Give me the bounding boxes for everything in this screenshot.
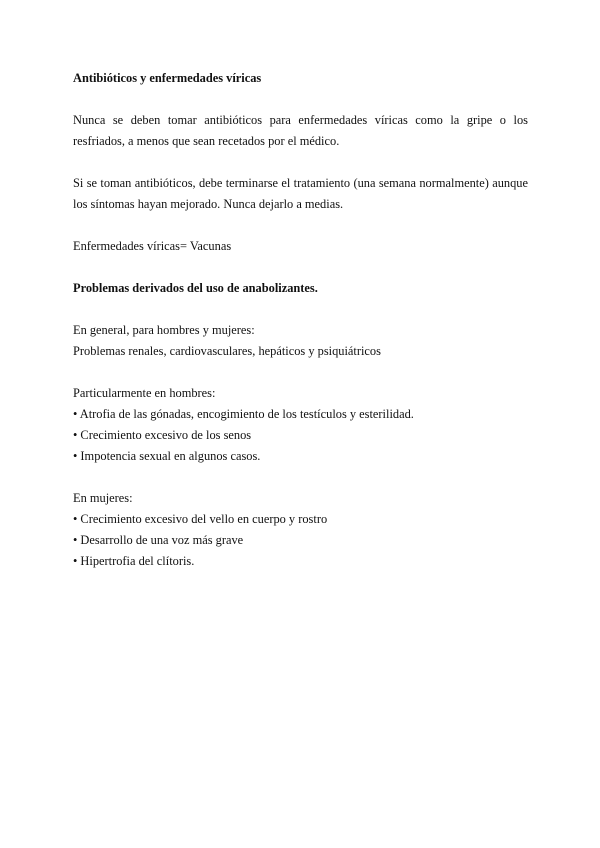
- list-item: • Crecimiento excesivo del vello en cuerpo y rostro: [73, 512, 328, 526]
- document-body: [73, 68, 528, 572]
- list-item: • Desarrollo de una voz más grave: [73, 533, 244, 547]
- list-item: • Impotencia sexual en algunos casos.: [73, 449, 261, 463]
- paragraph-antibiotics-treatment: Si se toman antibióticos, debe terminarse el tratamiento (una semana normalmente) aunque los síntomas hayan mejorado. Nunca dejarlo a medias.: [73, 176, 528, 211]
- list-item: • Atrofia de las gónadas, encogimiento de los testículos y esterilidad.: [73, 407, 414, 421]
- general-intro: En general, para hombres y mujeres:: [73, 323, 255, 337]
- paragraph-viral-vaccines: Enfermedades víricas= Vacunas: [73, 239, 232, 253]
- men-effects-list: [73, 404, 528, 467]
- section-title-antibiotics: Antibióticos y enfermedades víricas: [73, 71, 262, 85]
- general-problems: Problemas renales, cardiovasculares, hepáticos y psiquiátricos: [73, 344, 381, 358]
- men-intro: Particularmente en hombres:: [73, 386, 216, 400]
- women-effects-list: [73, 509, 528, 572]
- list-item: • Crecimiento excesivo de los senos: [73, 428, 252, 442]
- list-item: • Hipertrofia del clítoris.: [73, 554, 195, 568]
- paragraph-antibiotics-warning: Nunca se deben tomar antibióticos para enfermedades víricas como la gripe o los resfriados, a menos que sean recetados por el médico.: [73, 113, 528, 148]
- women-intro: En mujeres:: [73, 491, 133, 505]
- section-title-anabolics: Problemas derivados del uso de anabolizantes.: [73, 281, 318, 295]
